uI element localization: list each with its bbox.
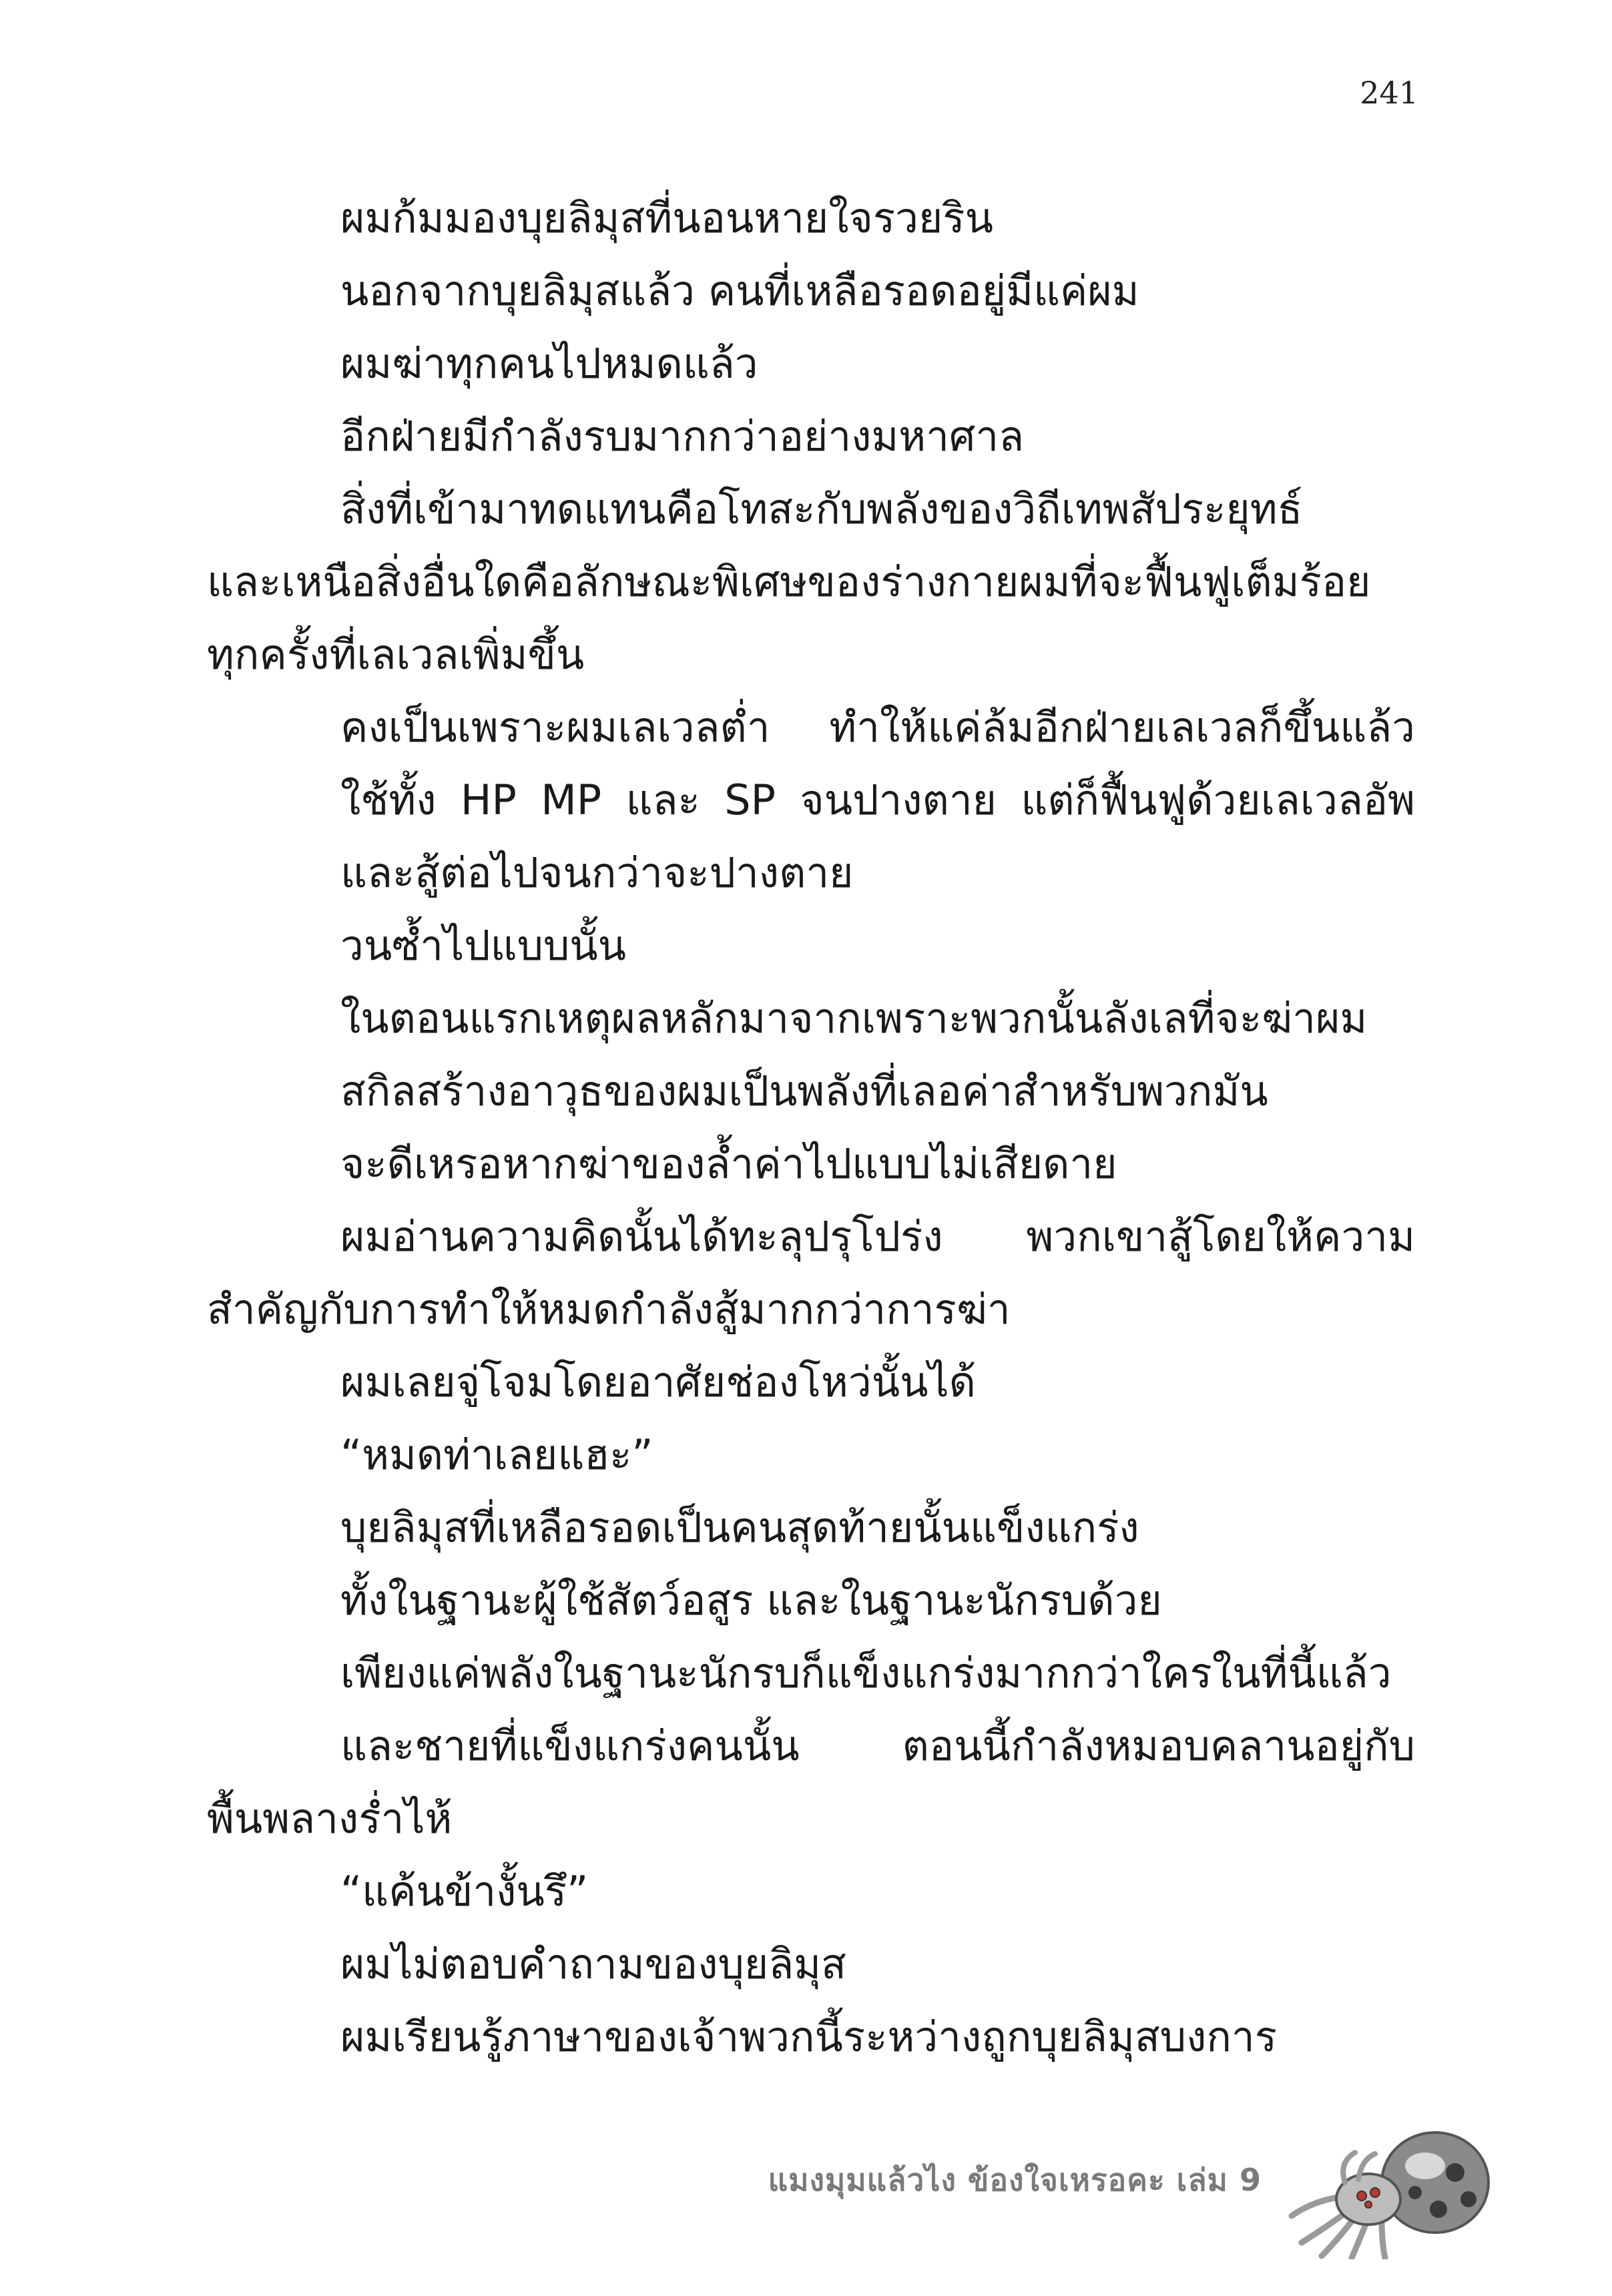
text-line: ผมเรียนรู้ภาษาของเจ้าพวกนี้ระหว่างถูกบุยลิมุสบงการ (340, 2012, 1278, 2061)
text-line: บุยลิมุสที่เหลือรอดเป็นคนสุดท้ายนั้นแข็งแกร่ง (340, 1503, 1139, 1552)
page-footer (0, 2126, 1612, 2259)
text-line: สำคัญกับการทำให้หมดกำลังสู้มากกว่าการฆ่า (207, 1285, 1011, 1334)
text-line: จะดีเหรอหากฆ่าของล้ำค่าไปแบบไม่เสียดาย (340, 1139, 1117, 1188)
text-line: นอกจากบุยลิมุสแล้ว คนที่เหลือรอดอยู่มีแค่ผม (340, 266, 1139, 315)
text-line: สิ่งที่เข้ามาทดแทนคือโทสะกับพลังของวิถีเทพสัประยุทธ์ (340, 485, 1303, 533)
text-line: ผมก้มมองบุยลิมุสที่นอนหายใจรวยริน (340, 194, 993, 242)
text-line: ผมไม่ตอบคำถามของบุยลิมุส (340, 1940, 846, 1988)
text-line: อีกฝ่ายมีกำลังรบมากกว่าอย่างมหาศาล (340, 412, 1025, 461)
text-line: คงเป็นเพราะผมเลเวลต่ำ ทำให้แค่ล้มอีกฝ่ายเลเวลก็ขึ้นแล้ว (340, 703, 1415, 752)
text-line: เพียงแค่พลังในฐานะนักรบก็แข็งแกร่งมากกว่าใครในที่นี้แล้ว (340, 1649, 1392, 1697)
page-number: 241 (1360, 75, 1418, 111)
text-line: ผมอ่านความคิดนั้นได้ทะลุปรุโปร่ง พวกเขาสู้โดยให้ความ (340, 1212, 1415, 1261)
text-line: ผมฆ่าทุกคนไปหมดแล้ว (340, 339, 758, 388)
text-line: และชายที่แข็งแกร่งคนนั้น ตอนนี้กำลังหมอบคลานอยู่กับ (340, 1721, 1415, 1770)
text-line: และเหนือสิ่งอื่นใดคือลักษณะพิเศษของร่างกายผมที่จะฟื้นฟูเต็มร้อย (207, 557, 1371, 606)
text-line: “หมดท่าเลยแฮะ” (340, 1430, 653, 1479)
text-line: และสู้ต่อไปจนกว่าจะปางตาย (340, 848, 854, 897)
text-line: “แค้นข้างั้นรึ” (340, 1867, 589, 1916)
body-text (207, 182, 1415, 2073)
text-line: วนซ้ำไปแบบนั้น (340, 921, 627, 970)
text-line: ทุกครั้งที่เลเวลเพิ่มขึ้น (207, 630, 585, 679)
text-line: พื้นพลางร่ำไห้ (207, 1794, 453, 1843)
text-line: ใช้ทั้ง HP MP และ SP จนปางตาย แต่ก็ฟื้นฟูด้วยเลเวลอัพ (340, 776, 1415, 824)
spider-mascot-icon (1275, 2126, 1495, 2259)
text-line: ทั้งในฐานะผู้ใช้สัตว์อสูร และในฐานะนักรบด้วย (340, 1576, 1162, 1625)
book-title: แมงมุมแล้วไง ข้องใจเหรอคะ เล่ม 9 (768, 2162, 1262, 2198)
text-line: ผมเลยจู่โจมโดยอาศัยช่องโหว่นั้นได้ (340, 1358, 976, 1406)
text-line: สกิลสร้างอาวุธของผมเป็นพลังที่เลอค่าสำหรับพวกมัน (340, 1067, 1268, 1115)
text-line: ในตอนแรกเหตุผลหลักมาจากเพราะพวกนั้นลังเลที่จะฆ่าผม (340, 994, 1368, 1043)
